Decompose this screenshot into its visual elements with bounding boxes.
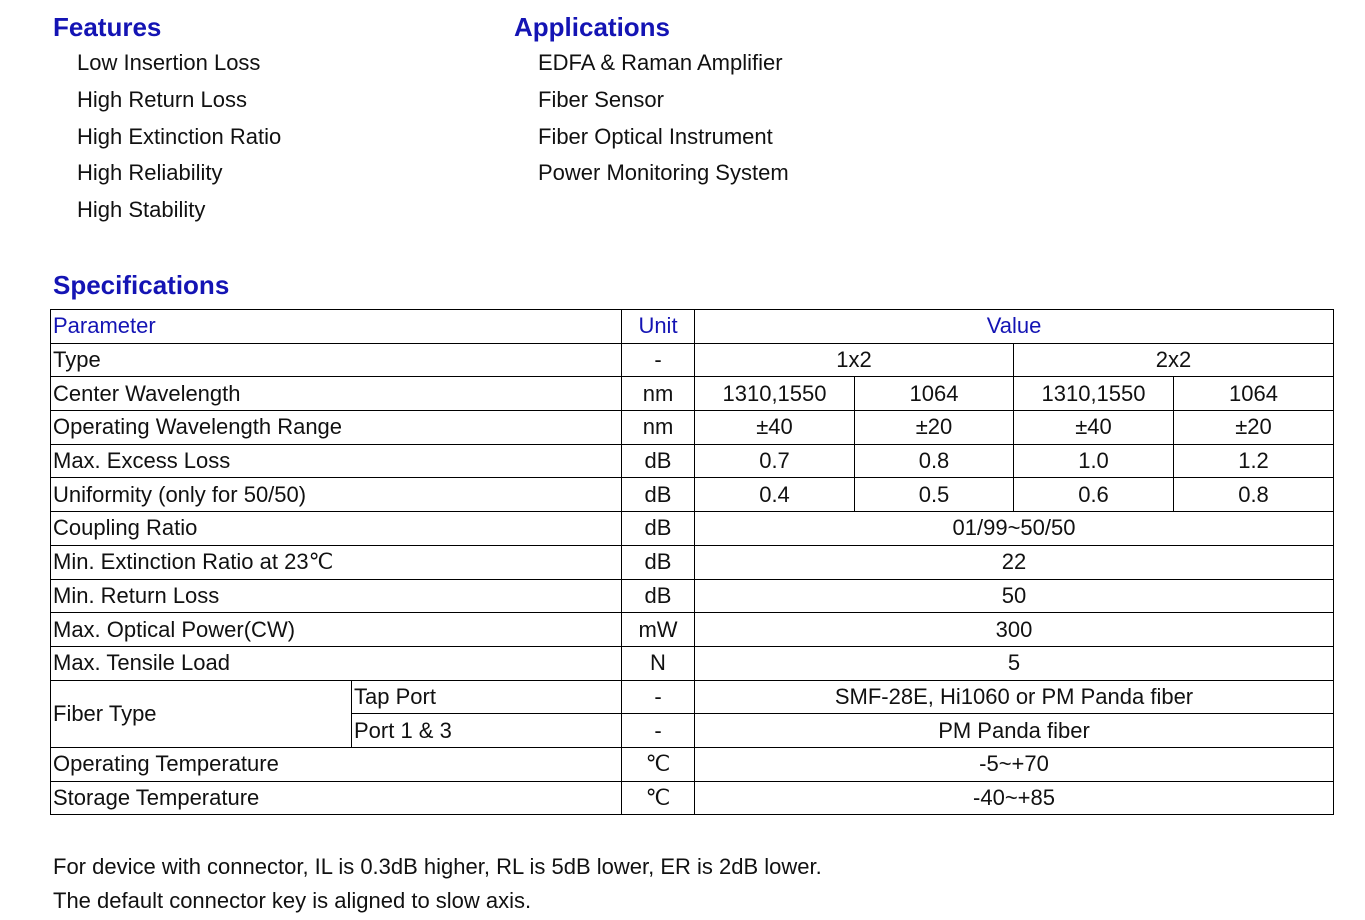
param-label: Operating Temperature xyxy=(51,747,622,781)
value-cell: 0.8 xyxy=(1174,478,1334,512)
value-cell: 1064 xyxy=(855,377,1014,411)
value-cell: -40~+85 xyxy=(695,781,1334,815)
table-row xyxy=(51,411,1334,445)
param-label: Fiber Type xyxy=(51,680,352,747)
table-row xyxy=(51,579,1334,613)
specifications-heading: Specifications xyxy=(53,270,230,300)
table-row xyxy=(51,680,1334,714)
param-label: Max. Tensile Load xyxy=(51,646,622,680)
value-cell: 50 xyxy=(695,579,1334,613)
param-label: Coupling Ratio xyxy=(51,512,622,546)
specifications-table xyxy=(50,309,1334,815)
list-item: High Stability xyxy=(77,197,206,223)
list-item: Power Monitoring System xyxy=(538,160,789,186)
table-row xyxy=(51,781,1334,815)
table-row xyxy=(51,444,1334,478)
list-item: Low Insertion Loss xyxy=(77,50,261,75)
value-cell: 0.6 xyxy=(1014,478,1174,512)
value-cell: 5 xyxy=(695,646,1334,680)
value-cell: 0.8 xyxy=(855,444,1014,478)
unit-cell: dB xyxy=(622,478,695,512)
value-cell: 1.0 xyxy=(1014,444,1174,478)
list-item: Fiber Optical Instrument xyxy=(538,123,773,149)
connector-key-note: The default connector key is aligned to slow axis. xyxy=(53,888,532,913)
param-label: Center Wavelength xyxy=(51,377,622,411)
list-item: High Reliability xyxy=(77,160,223,186)
value-cell: PM Panda fiber xyxy=(695,714,1334,748)
list-item: High Return Loss xyxy=(77,86,247,112)
sub-param-label: Tap Port xyxy=(352,680,622,714)
value-cell: ±20 xyxy=(855,411,1014,445)
features-list xyxy=(77,45,281,229)
value-cell: -5~+70 xyxy=(695,747,1334,781)
table-row xyxy=(51,613,1334,647)
value-cell: SMF-28E, Hi1060 or PM Panda fiber xyxy=(695,680,1334,714)
unit-cell: nm xyxy=(622,411,695,445)
param-label: Uniformity (only for 50/50) xyxy=(51,478,622,512)
connector-note: For device with connector, IL is 0.3dB higher, RL is 5dB lower, ER is 2dB lower. xyxy=(53,854,822,879)
value-cell: 22 xyxy=(695,545,1334,579)
unit-cell: dB xyxy=(622,512,695,546)
applications-heading: Applications xyxy=(514,12,671,42)
unit-cell: dB xyxy=(622,545,695,579)
value-cell: 1310,1550 xyxy=(1014,377,1174,411)
value-cell: 1x2 xyxy=(695,343,1014,377)
param-label: Min. Return Loss xyxy=(51,579,622,613)
list-item: Fiber Sensor xyxy=(538,86,664,112)
list-item: EDFA & Raman Amplifier xyxy=(538,50,783,75)
table-row xyxy=(51,478,1334,512)
param-label: Max. Excess Loss xyxy=(51,444,622,478)
value-cell: 300 xyxy=(695,613,1334,647)
param-label: Max. Optical Power(CW) xyxy=(51,613,622,647)
header-value: Value xyxy=(695,310,1334,344)
unit-cell: mW xyxy=(622,613,695,647)
applications-list xyxy=(538,45,789,192)
unit-cell: ℃ xyxy=(622,781,695,815)
unit-cell: N xyxy=(622,646,695,680)
sub-param-label: Port 1 & 3 xyxy=(352,714,622,748)
unit-cell: dB xyxy=(622,579,695,613)
value-cell: ±40 xyxy=(695,411,855,445)
value-cell: 2x2 xyxy=(1014,343,1334,377)
unit-cell: dB xyxy=(622,444,695,478)
param-label: Operating Wavelength Range xyxy=(51,411,622,445)
header-unit: Unit xyxy=(622,310,695,344)
table-header-row xyxy=(51,310,1334,344)
value-cell: 0.4 xyxy=(695,478,855,512)
table-row xyxy=(51,343,1334,377)
header-parameter: Parameter xyxy=(51,310,622,344)
param-label: Min. Extinction Ratio at 23℃ xyxy=(51,545,622,579)
table-row xyxy=(51,646,1334,680)
unit-cell: - xyxy=(622,714,695,748)
param-label: Type xyxy=(51,343,622,377)
value-cell: 1310,1550 xyxy=(695,377,855,411)
value-cell: 1064 xyxy=(1174,377,1334,411)
unit-cell: - xyxy=(622,343,695,377)
features-heading: Features xyxy=(53,12,162,42)
param-label: Storage Temperature xyxy=(51,781,622,815)
value-cell: 0.7 xyxy=(695,444,855,478)
value-cell: 0.5 xyxy=(855,478,1014,512)
table-row xyxy=(51,747,1334,781)
table-row xyxy=(51,545,1334,579)
unit-cell: nm xyxy=(622,377,695,411)
list-item: High Extinction Ratio xyxy=(77,123,282,149)
table-row xyxy=(51,377,1334,411)
value-cell: ±20 xyxy=(1174,411,1334,445)
value-cell: 01/99~50/50 xyxy=(695,512,1334,546)
table-row xyxy=(51,512,1334,546)
unit-cell: ℃ xyxy=(622,747,695,781)
unit-cell: - xyxy=(622,680,695,714)
value-cell: ±40 xyxy=(1014,411,1174,445)
value-cell: 1.2 xyxy=(1174,444,1334,478)
